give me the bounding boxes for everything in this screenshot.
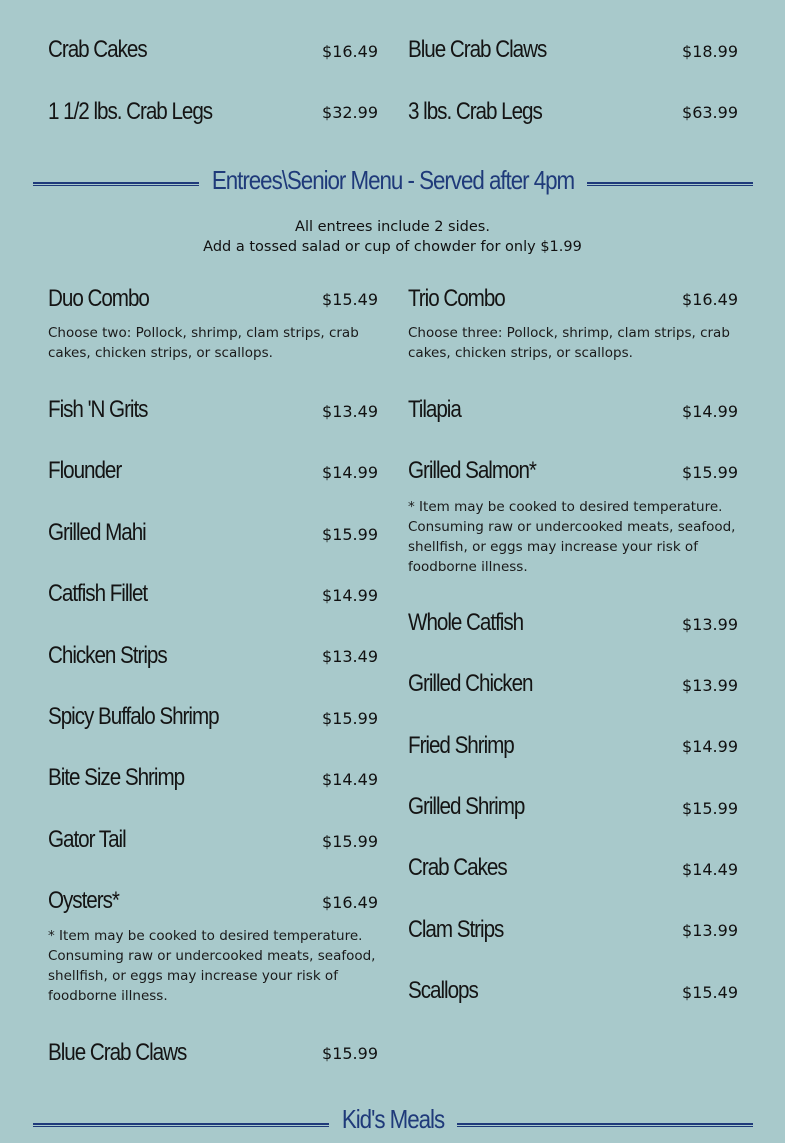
item-name: Crab Cakes bbox=[48, 36, 147, 63]
item-name: Catfish Fillet bbox=[48, 580, 148, 607]
item-name: Oysters* bbox=[48, 887, 119, 914]
item-price: $15.99 bbox=[322, 1044, 378, 1063]
item-name: Fried Shrimp bbox=[408, 732, 514, 759]
item-name: Chicken Strips bbox=[48, 642, 167, 669]
item-price: $14.49 bbox=[322, 770, 378, 789]
item-price: $15.99 bbox=[682, 799, 738, 818]
header-divider bbox=[457, 1123, 753, 1127]
item-name: Fish 'N Grits bbox=[48, 396, 148, 423]
section-title: Kid's Meals bbox=[341, 1104, 445, 1134]
item-name: Grilled Shrimp bbox=[408, 793, 525, 820]
item-price: $16.49 bbox=[322, 42, 378, 61]
item-name: 1 1/2 lbs. Crab Legs bbox=[48, 98, 213, 125]
item-price: $13.49 bbox=[322, 402, 378, 421]
item-name: Flounder bbox=[48, 457, 122, 484]
item-price: $14.99 bbox=[682, 737, 738, 756]
item-name: Grilled Salmon* bbox=[408, 457, 536, 484]
entrees-note: Add a tossed salad or cup of chowder for only $1.99 bbox=[203, 239, 582, 255]
item-name: Clam Strips bbox=[408, 916, 504, 943]
item-name: 3 lbs. Crab Legs bbox=[408, 98, 542, 125]
item-name: Crab Cakes bbox=[408, 854, 507, 881]
item-price: $14.99 bbox=[682, 402, 738, 421]
item-description: Choose two: Pollock, shrimp, clam strips, crab cakes, chicken strips, or scallops. bbox=[48, 325, 359, 361]
item-name: Tilapia bbox=[408, 396, 461, 423]
section-header-kids bbox=[33, 1103, 753, 1143]
item-name: Bite Size Shrimp bbox=[48, 764, 185, 791]
item-price: $16.49 bbox=[322, 893, 378, 912]
item-name: Duo Combo bbox=[48, 285, 149, 312]
item-price: $14.99 bbox=[322, 586, 378, 605]
item-price: $13.49 bbox=[322, 647, 378, 666]
header-divider bbox=[587, 182, 753, 186]
item-price: $13.99 bbox=[682, 676, 738, 695]
item-name: Trio Combo bbox=[408, 285, 505, 312]
item-price: $13.99 bbox=[682, 921, 738, 940]
item-name: Blue Crab Claws bbox=[48, 1039, 187, 1066]
item-price: $13.99 bbox=[682, 615, 738, 634]
section-title: Entrees\Senior Menu - Served after 4pm bbox=[211, 165, 575, 195]
section-header-entrees bbox=[33, 164, 753, 204]
item-price: $18.99 bbox=[682, 42, 738, 61]
item-name: Blue Crab Claws bbox=[408, 36, 547, 63]
item-description: Choose three: Pollock, shrimp, clam strips, crab cakes, chicken strips, or scallops. bbox=[408, 325, 730, 361]
item-name: Whole Catfish bbox=[408, 609, 524, 636]
item-price: $32.99 bbox=[322, 103, 378, 122]
item-price: $63.99 bbox=[682, 103, 738, 122]
item-price: $15.49 bbox=[682, 983, 738, 1002]
item-price: $16.49 bbox=[682, 290, 738, 309]
item-name: Scallops bbox=[408, 977, 478, 1004]
item-name: Gator Tail bbox=[48, 826, 126, 853]
item-price: $15.99 bbox=[682, 463, 738, 482]
item-price: $15.99 bbox=[322, 709, 378, 728]
item-name: Grilled Mahi bbox=[48, 519, 146, 546]
item-name: Spicy Buffalo Shrimp bbox=[48, 703, 219, 730]
entrees-note: All entrees include 2 sides. bbox=[295, 219, 490, 235]
item-description: * Item may be cooked to desired temperature. Consuming raw or undercooked meats, seafood, shellfish, or eggs may increase your risk of foodborne illness. bbox=[408, 499, 736, 575]
item-price: $14.99 bbox=[322, 463, 378, 482]
item-price: $15.99 bbox=[322, 832, 378, 851]
item-name: Grilled Chicken bbox=[408, 670, 533, 697]
item-price: $15.49 bbox=[322, 290, 378, 309]
item-price: $15.99 bbox=[322, 525, 378, 544]
item-description: * Item may be cooked to desired temperature. Consuming raw or undercooked meats, seafood, shellfish, or eggs may increase your risk of foodborne illness. bbox=[48, 928, 376, 1004]
item-price: $14.49 bbox=[682, 860, 738, 879]
